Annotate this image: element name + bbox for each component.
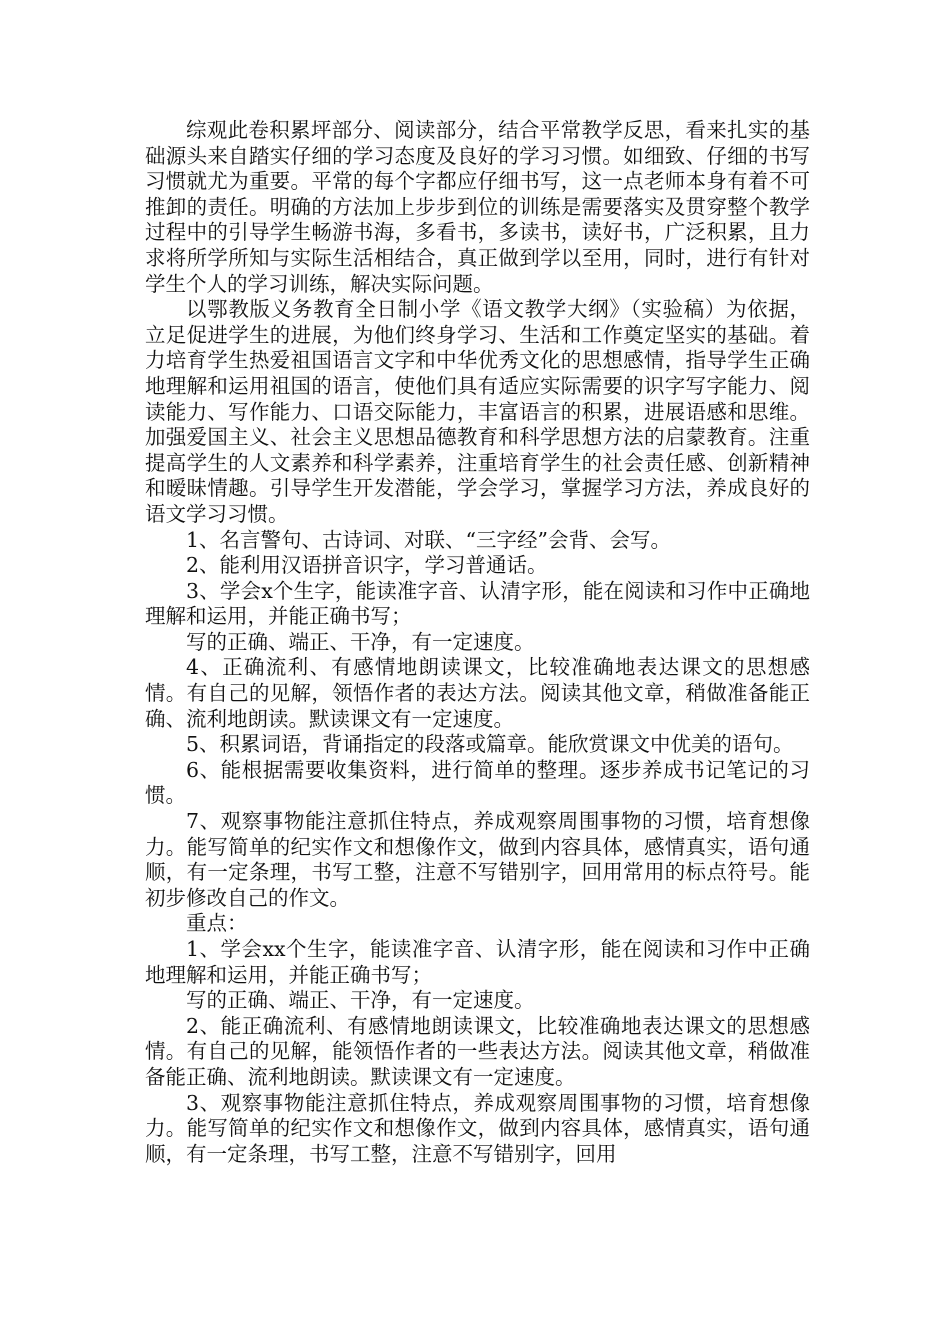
document-body [145,118,810,1167]
paragraph-reflection: 综观此卷积累坪部分、阅读部分，结合平常教学反思，看来扎实的基础源头来自踏实仔细的学习态度及良好的学习习惯。如细致、仔细的书写习惯就尤为重要。平常的每个字都应仔细书写，这一点老师本身有着不可推卸的责任。明确的方法加上步步到位的训练是需要落实及贯穿整个教学过程中的引导学生畅游书海，多看书，多读书，读好书，广泛积累，且力求将所学所知与实际生活相结合，真正做到学以至用，同时，进行有针对学生个人的学习训练，解决实际问题。 [145,118,810,296]
section-heading-key-points: 重点： [186,911,248,936]
paragraph-guiding-principle: 以鄂教版义务教育全日制小学《语文教学大纲》（实验稿）为依据，立足促进学生的进展，为他们终身学习、生活和工作奠定坚实的基础。着力培育学生热爱祖国语言文字和中华优秀文化的思想感情，指导学生正确地理解和运用祖国的语言，使他们具有适应实际需要的识字写字能力、阅读能力、写作能力、口语交际能力，丰富语言的积累，进展语感和思维。加强爱国主义、社会主义思想品德教育和科学思想方法的启蒙教育。注重提高学生的人文素养和科学素养，注重培育学生的社会责任感、创新精神和暧昧情趣。引导学生开发潜能，学会学习，掌握学习方法，养成良好的语文学习习惯。 [145,297,810,526]
goal-item-5: 5、积累词语，背诵指定的段落或篇章。能欣赏课文中优美的语句。 [186,732,794,757]
key-point-3: 3、观察事物能注意抓住特点，养成观察周围事物的习惯，培育想像力。能写简单的纪实作文和想像作文，做到内容具体，感情真实，语句通顺，有一定条理，书写工整，注意不写错别字，回用 [145,1090,810,1166]
goal-item-4: 4、正确流利、有感情地朗读课文，比较准确地表达课文的思想感情。有自己的见解，领悟作者的表达方法。阅读其他文章，稍做准备能正确、流利地朗读。默读课文有一定速度。 [145,655,810,731]
goal-item-7: 7、观察事物能注意抓住特点，养成观察周围事物的习惯，培育想像力。能写简单的纪实作文和想像作文，做到内容具体，感情真实，语句通顺，有一定条理，书写工整，注意不写错别字，回用常用的标点符号。能初步修改自己的作文。 [145,809,810,910]
goal-item-3: 3、学会x个生字，能读准字音、认清字形，能在阅读和习作中正确地理解和运用，并能正确书写； [145,578,810,629]
goal-item-3-writing: 写的正确、端正、干净，有一定速度。 [186,629,535,654]
key-point-1: 1、学会xx个生字，能读准字音、认清字形，能在阅读和习作中正确地理解和运用，并能正确书写； [145,937,810,987]
goal-item-1: 1、名言警句、古诗词、对联、“三字经”会背、会写。 [186,527,672,552]
key-point-2: 2、能正确流利、有感情地朗读课文，比较准确地表达课文的思想感情。有自己的见解，能领悟作者的一些表达方法。阅读其他文章，稍做准备能正确、流利地朗读。默读课文有一定速度。 [145,1013,810,1089]
key-point-1-writing: 写的正确、端正、干净，有一定速度。 [186,988,535,1013]
goal-item-6: 6、能根据需要收集资料，进行简单的整理。逐步养成书记笔记的习惯。 [145,757,810,808]
goal-item-2: 2、能利用汉语拼音识字，学习普通话。 [186,553,548,578]
